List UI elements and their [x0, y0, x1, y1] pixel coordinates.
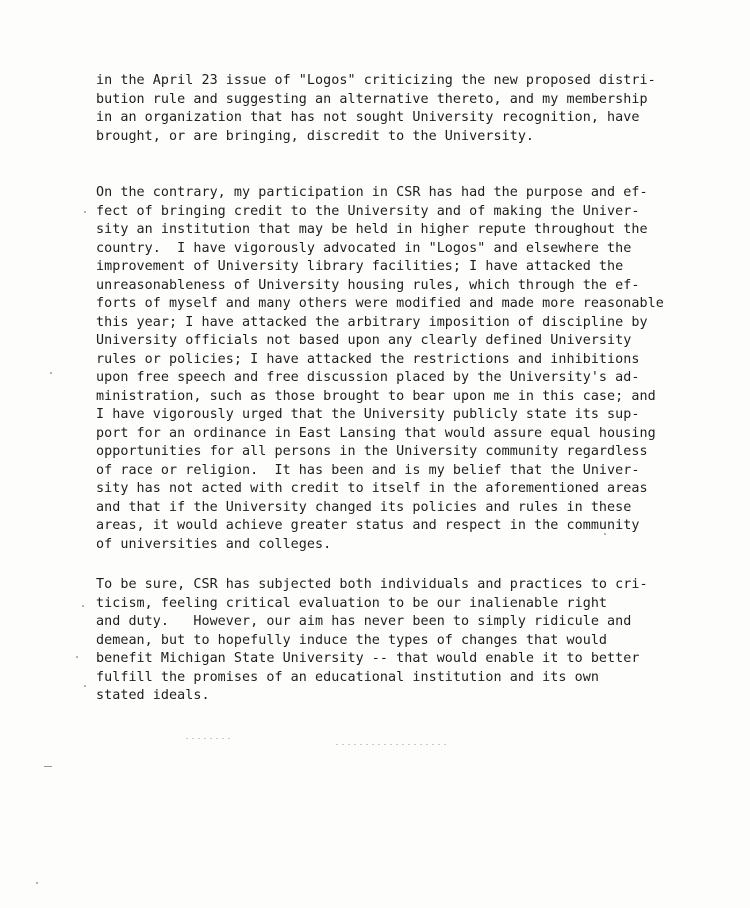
text-line: opportunities for all persons in the University community regardless — [96, 444, 648, 459]
text-line: upon free speech and free discussion placed by the University's ad- — [96, 370, 640, 385]
text-line: in an organization that has not sought University recognition, have — [96, 110, 640, 125]
text-line: bution rule and suggesting an alternative thereto, and my membership — [96, 91, 648, 107]
text-line: country. I have vigorously advocated in "Logos" and elsewhere the — [96, 240, 632, 256]
text-line: To be sure, CSR has subjected both individuals and practices to cri- — [96, 577, 648, 592]
text-line: areas, it would achieve greater status and respect in the community — [96, 518, 640, 533]
text-line: demean, but to hopefully induce the types of changes that would — [96, 632, 608, 648]
text-line: University officials not based upon any clearly defined University — [96, 333, 632, 348]
scan-faint-marks — [186, 738, 230, 739]
scan-speck — [84, 211, 86, 213]
text-line: ministration, such as those brought to bear upon me in this case; and — [96, 388, 656, 404]
scan-faint-marks — [336, 744, 446, 745]
text-line: and that if the University changed its policies and rules in these — [96, 499, 632, 515]
text-line: sity an institution that may be held in higher repute throughout the — [96, 222, 648, 237]
text-line: improvement of University library facilities; I have attacked the — [96, 259, 624, 274]
text-line: stated ideals. — [96, 688, 210, 703]
text-line: ticism, feeling critical evaluation to be our inalienable right — [96, 595, 608, 611]
scan-speck — [50, 372, 52, 374]
text-line: benefit Michigan State University -- that would enable it to better — [96, 651, 640, 666]
text-line: this year; I have attacked the arbitrary imposition of discipline by — [96, 314, 648, 330]
text-line: sity has not acted with credit to itself in the aforementioned areas — [96, 481, 648, 496]
text-line: rules or policies; I have attacked the restrictions and inhibitions — [96, 351, 640, 367]
text-line: On the contrary, my participation in CSR has had the purpose and ef- — [96, 185, 648, 200]
scan-speck — [76, 656, 78, 658]
text-line: I have vigorously urged that the University publicly state its sup- — [96, 407, 640, 422]
text-line: in the April 23 issue of "Logos" criticizing the new proposed distri- — [96, 73, 656, 88]
scan-speck — [604, 533, 606, 535]
text-line: port for an ordinance in East Lansing that would assure equal housing — [96, 425, 656, 441]
scan-speck — [36, 882, 38, 884]
paragraph-on-the-contrary — [96, 184, 706, 554]
text-line: unreasonableness of University housing rules, which through the ef- — [96, 277, 640, 293]
text-line: fulfill the promises of an educational institution and its own — [96, 669, 599, 685]
scan-speck — [44, 766, 52, 767]
text-line: of race or religion. It has been and is my belief that the Univer- — [96, 462, 640, 478]
paragraph-logos-issue — [96, 72, 706, 146]
scan-speck — [82, 605, 84, 607]
text-line: and duty. However, our aim has never been to simply ridicule and — [96, 614, 632, 629]
text-line: brought, or are bringing, discredit to the University. — [96, 128, 535, 144]
paragraph-to-be-sure — [96, 576, 706, 706]
text-line: of universities and colleges. — [96, 536, 332, 552]
scan-speck — [84, 685, 86, 687]
text-line: forts of myself and many others were modified and made more reasonable — [96, 296, 664, 311]
text-line: fect of bringing credit to the University and of making the Univer- — [96, 203, 640, 219]
